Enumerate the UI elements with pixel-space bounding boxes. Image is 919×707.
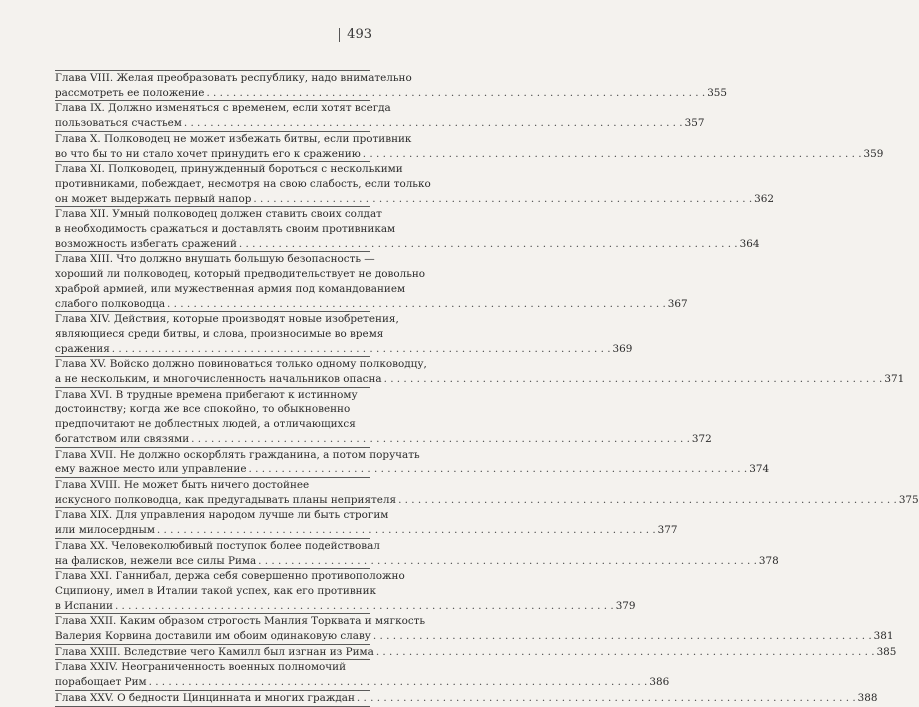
toc-entry-last-line bbox=[55, 599, 636, 614]
table-of-contents bbox=[55, 70, 919, 707]
toc-entry-line: Глава XIV. Действия, которые производят новые изобретения, bbox=[55, 313, 399, 326]
toc-entry-line: Глава X. Полководец не может избежать битвы, если противник bbox=[55, 132, 412, 145]
toc-entry-line: Глава XV. Войско должно повиноваться только одному полководцу, bbox=[55, 358, 427, 371]
dot-leader bbox=[373, 629, 872, 644]
dot-leader bbox=[184, 116, 683, 131]
toc-entry bbox=[55, 161, 774, 206]
toc-entry-last-line bbox=[55, 691, 878, 706]
dot-leader bbox=[149, 675, 648, 690]
toc-entry-line: Глава XXI. Ганнибал, держа себя совершенно противоположно bbox=[55, 570, 405, 583]
page-header bbox=[339, 27, 372, 42]
toc-entry-line: Глава XIII. Что должно внушать большую безопасность — bbox=[55, 253, 375, 266]
toc-page-number: 385 bbox=[876, 645, 897, 658]
toc-entry-line: Глава VIII. Желая преобразовать республику, надо внимательно bbox=[55, 72, 412, 84]
toc-entry-line: противниками, побеждает, несмотря на свою слабость, если только bbox=[55, 177, 431, 190]
toc-entry-last-line bbox=[55, 192, 774, 207]
toc-entry-line: Глава XIX. Для управления народом лучше ли быть строгим bbox=[55, 509, 389, 522]
toc-page-number: 388 bbox=[857, 691, 878, 704]
toc-page-number: 379 bbox=[615, 599, 636, 612]
toc-entry bbox=[55, 311, 633, 356]
toc-entry-line: слабого полководца bbox=[55, 297, 166, 310]
toc-entry bbox=[55, 356, 905, 386]
toc-entry-line: Глава XVII. Не должно оскорблять гражданина, а потом поручать bbox=[55, 448, 420, 461]
toc-entry-line: предпочитают не доблестных людей, а отличающихся bbox=[55, 418, 356, 431]
toc-page-number: 355 bbox=[707, 86, 728, 99]
toc-entry-line: возможность избегать сражений bbox=[55, 237, 237, 250]
toc-entry-last-line bbox=[55, 297, 688, 312]
toc-entry-line: пользоваться счастьем bbox=[55, 117, 182, 130]
toc-entry-last-line bbox=[55, 116, 705, 131]
toc-entry-last-line bbox=[55, 629, 894, 644]
toc-entry bbox=[55, 690, 878, 707]
toc-entry-line: сражения bbox=[55, 342, 110, 355]
toc-page-number: 364 bbox=[739, 237, 760, 250]
toc-entry-line: он может выдержать первый напор bbox=[55, 192, 252, 205]
dot-leader bbox=[112, 342, 611, 357]
toc-entry bbox=[55, 131, 884, 161]
toc-entry-line: Глава XXV. О бедности Цинцинната и многих граждан bbox=[55, 691, 355, 704]
toc-entry bbox=[55, 206, 760, 251]
toc-entry-line: Глава XII. Умный полководец должен ставить своих солдат bbox=[55, 208, 382, 221]
toc-entry-line: Глава IX. Должно изменяться с временем, если хотят всегда bbox=[55, 102, 391, 115]
toc-entry-last-line bbox=[55, 645, 897, 660]
toc-entry-line: на фалисков, нежели все силы Рима bbox=[55, 554, 257, 567]
toc-entry-line: порабощает Рим bbox=[55, 676, 147, 689]
toc-entry-line: хороший ли полководец, который предводительствует не довольно bbox=[55, 268, 426, 281]
toc-entry-line: Глава XI. Полководец, принужденный бороться с несколькими bbox=[55, 163, 403, 176]
toc-entry-last-line bbox=[55, 554, 779, 569]
toc-entry bbox=[55, 644, 897, 660]
toc-entry-line: рассмотреть ее положение bbox=[55, 86, 205, 99]
toc-entry-last-line bbox=[55, 493, 919, 508]
dot-leader bbox=[191, 432, 690, 447]
toc-entry-line: Глава XX. Человеколюбивый поступок более подействовал bbox=[55, 539, 380, 552]
toc-entry-last-line bbox=[55, 523, 678, 538]
toc-entry-line: храброй армией, или мужественная армия под командованием bbox=[55, 282, 406, 295]
toc-page-number: 375 bbox=[898, 493, 919, 506]
toc-entry-last-line bbox=[55, 147, 884, 162]
toc-entry-line: богатством или связями bbox=[55, 432, 190, 445]
toc-entry bbox=[55, 447, 770, 477]
toc-entry bbox=[55, 659, 670, 689]
toc-entry-line: являющиеся среди битвы, и слова, произносимые во время bbox=[55, 327, 384, 340]
toc-entry bbox=[55, 538, 779, 568]
dot-leader bbox=[258, 554, 757, 569]
dot-leader bbox=[363, 147, 862, 162]
toc-entry bbox=[55, 613, 894, 643]
toc-entry-line: Глава XVIII. Не может быть ничего достойнее bbox=[55, 478, 310, 491]
toc-entry bbox=[55, 100, 705, 130]
toc-entry-line: или милосердным bbox=[55, 524, 155, 537]
toc-entry-line: Глава XXIII. Вследствие чего Камилл был изгнан из Рима bbox=[55, 645, 374, 658]
dot-leader bbox=[376, 645, 875, 660]
toc-page-number: 359 bbox=[863, 147, 884, 160]
toc-entry-line: Глава XXIV. Неограниченность военных полномочий bbox=[55, 661, 347, 674]
toc-entry-last-line bbox=[55, 372, 905, 387]
page-number: 493 bbox=[347, 27, 372, 42]
toc-page-number: 378 bbox=[758, 554, 779, 567]
toc-entry-last-line bbox=[55, 342, 633, 357]
toc-entry bbox=[55, 568, 636, 613]
toc-entry bbox=[55, 507, 678, 537]
toc-entry-line: в необходимость сражаться и доставлять своим противникам bbox=[55, 223, 396, 236]
toc-page-number: 357 bbox=[684, 117, 705, 130]
toc-entry-line: Сципиону, имел в Италии такой успех, как его противник bbox=[55, 584, 377, 597]
toc-page-number: 377 bbox=[657, 524, 678, 537]
toc-page-number: 386 bbox=[649, 676, 670, 689]
dot-leader bbox=[167, 297, 666, 312]
dot-leader bbox=[157, 523, 656, 538]
dot-leader bbox=[248, 462, 747, 477]
dot-leader bbox=[239, 237, 738, 252]
dot-leader bbox=[357, 691, 856, 706]
toc-entry-last-line bbox=[55, 86, 728, 101]
toc-page-number: 371 bbox=[884, 373, 905, 386]
toc-entry-line: ему важное место или управление bbox=[55, 463, 247, 476]
toc-entry-line: Глава XXII. Каким образом строгость Манлия Торквата и мягкость bbox=[55, 615, 426, 628]
toc-entry-last-line bbox=[55, 675, 670, 690]
toc-page-number: 381 bbox=[873, 630, 894, 643]
dot-leader bbox=[384, 372, 883, 387]
toc-entry-last-line bbox=[55, 237, 760, 252]
toc-entry-line: Валерия Корвина доставили им обоим одинаковую славу bbox=[55, 630, 371, 643]
toc-page-number: 367 bbox=[667, 297, 688, 310]
toc-page-number: 374 bbox=[749, 463, 770, 476]
toc-entry-line: а не нескольким, и многочисленность начальников опасна bbox=[55, 373, 382, 386]
toc-entry bbox=[55, 251, 688, 311]
toc-entry-line: во что бы то ни стало хочет принудить его к сражению bbox=[55, 147, 361, 160]
dot-leader bbox=[398, 493, 897, 508]
toc-page-number: 362 bbox=[754, 192, 774, 205]
toc-entry-line: Глава XVI. В трудные времена прибегают к истинному bbox=[55, 388, 358, 401]
toc-entry-last-line bbox=[55, 432, 712, 447]
dot-leader bbox=[115, 599, 614, 614]
dot-leader bbox=[206, 86, 705, 101]
toc-entry bbox=[55, 387, 712, 447]
toc-entry-line: в Испании bbox=[55, 599, 113, 612]
toc-entry bbox=[55, 477, 919, 507]
toc-entry-line: искусного полководца, как предугадывать планы неприятеля bbox=[55, 493, 397, 506]
toc-entry-line: достоинству; когда же все спокойно, то обыкновенно bbox=[55, 403, 351, 416]
header-rule bbox=[339, 28, 340, 42]
toc-entry-last-line bbox=[55, 462, 770, 477]
dot-leader bbox=[253, 192, 752, 207]
toc-page-number: 372 bbox=[691, 432, 712, 445]
toc-entry bbox=[55, 70, 728, 100]
toc-page-number: 369 bbox=[612, 342, 633, 355]
